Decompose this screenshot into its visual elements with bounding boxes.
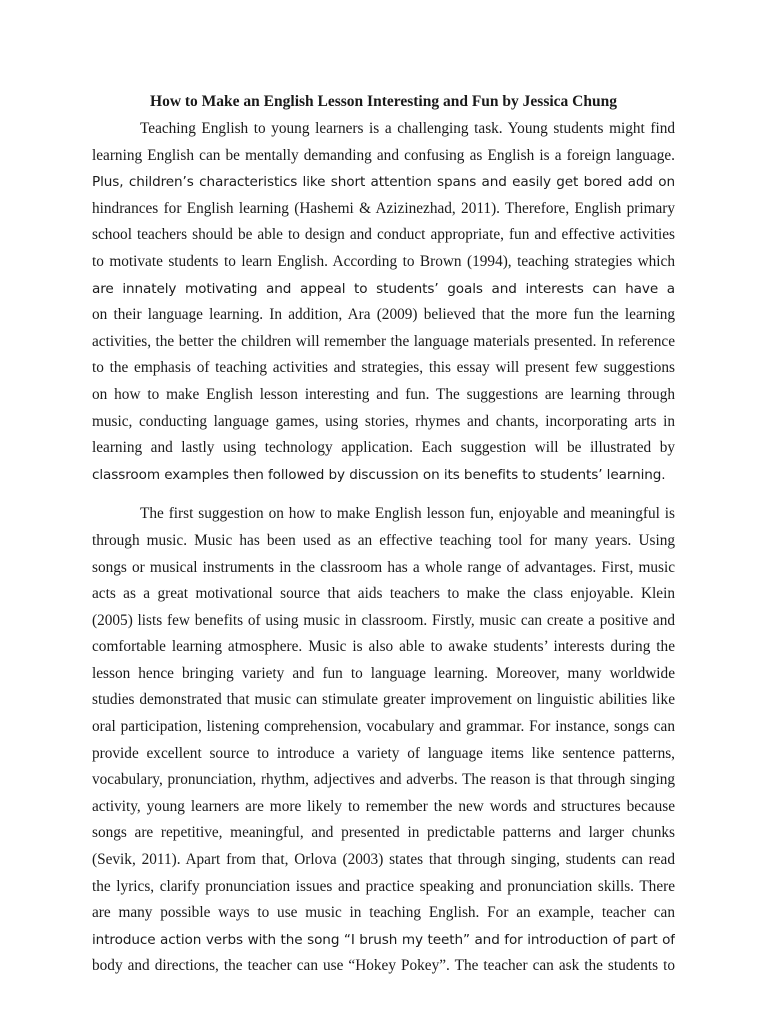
- text-line: introduce action verbs with the song “I brush my teeth” and for introduction of part of: [92, 931, 675, 948]
- text-line: body and directions, the teacher can use “Hokey Pokey”. The teacher can ask the students to: [92, 957, 675, 975]
- paragraph-intro: [92, 116, 675, 488]
- text-line: Plus, children’s characteristics like short attention spans and easily get bored add on: [92, 174, 675, 191]
- text-line: (Sevik, 2011). Apart from that, Orlova (2003) states that through singing, students can read: [92, 851, 675, 869]
- text-line: learning and lastly using technology application. Each suggestion will be illustrated by: [92, 439, 675, 457]
- text-line: on how to make English lesson interesting and fun. The suggestions are learning through: [92, 385, 675, 403]
- text-line: provide excellent source to introduce a variety of language items like sentence patterns,: [92, 744, 675, 762]
- text-line: are innately motivating and appeal to students’ goals and interests can have a: [92, 280, 675, 297]
- text-line: through music. Music has been used as an effective teaching tool for many years. Using: [92, 531, 675, 549]
- text-line: lesson hence bringing variety and fun to language learning. Moreover, many worldwide: [92, 664, 675, 682]
- text-line: (2005) lists few benefits of using music in classroom. Firstly, music can create a positive and: [92, 611, 675, 629]
- text-line: are many possible ways to use music in teaching English. For an example, teacher can: [92, 904, 675, 922]
- document-title: How to Make an English Lesson Interesting and Fun by Jessica Chung: [150, 93, 617, 110]
- text-line: to the emphasis of teaching activities and strategies, this essay will present few suggestions: [92, 359, 675, 377]
- document-page: [92, 91, 675, 980]
- text-line: hindrances for English learning (Hashemi & Azizinezhad, 2011). Therefore, English primary: [92, 199, 675, 217]
- text-line: songs are repetitive, meaningful, and presented in predictable patterns and larger chunks: [92, 824, 675, 842]
- text-line: music, conducting language games, using stories, rhymes and chants, incorporating arts in: [92, 412, 675, 430]
- text-line: school teachers should be able to design and conduct appropriate, fun and effective activities: [92, 226, 675, 244]
- text-line: on their language learning. In addition, Ara (2009) believed that the more fun the learning: [92, 306, 675, 324]
- text-line: Teaching English to young learners is a challenging task. Young students might find: [140, 120, 675, 137]
- text-line: to motivate students to learn English. According to Brown (1994), teaching strategies which: [92, 252, 675, 270]
- text-line: songs or musical instruments in the classroom has a whole range of advantages. First, music: [92, 558, 675, 576]
- text-line: classroom examples then followed by discussion on its benefits to students’ learning.: [92, 466, 666, 483]
- text-line: studies demonstrated that music can stimulate greater improvement on linguistic abilities like: [92, 691, 675, 709]
- text-line: the lyrics, clarify pronunciation issues and practice speaking and pronunciation skills. There: [92, 877, 675, 895]
- paragraph-music: [92, 501, 675, 980]
- text-line: The first suggestion on how to make English lesson fun, enjoyable and meaningful is: [140, 505, 675, 523]
- text-line: oral participation, listening comprehension, vocabulary and grammar. For instance, songs can: [92, 718, 675, 736]
- text-line: acts as a great motivational source that aids teachers to make the class enjoyable. Klein: [92, 585, 675, 603]
- text-line: activities, the better the children will remember the language materials presented. In reference: [92, 332, 675, 350]
- text-line: learning English can be mentally demanding and confusing as English is a foreign language.: [92, 146, 675, 164]
- text-line: activity, young learners are more likely to remember the new words and structures because: [92, 797, 675, 815]
- text-line: comfortable learning atmosphere. Music is also able to awake students’ interests during the: [92, 638, 675, 656]
- text-line: vocabulary, pronunciation, rhythm, adjectives and adverbs. The reason is that through singing: [92, 771, 675, 789]
